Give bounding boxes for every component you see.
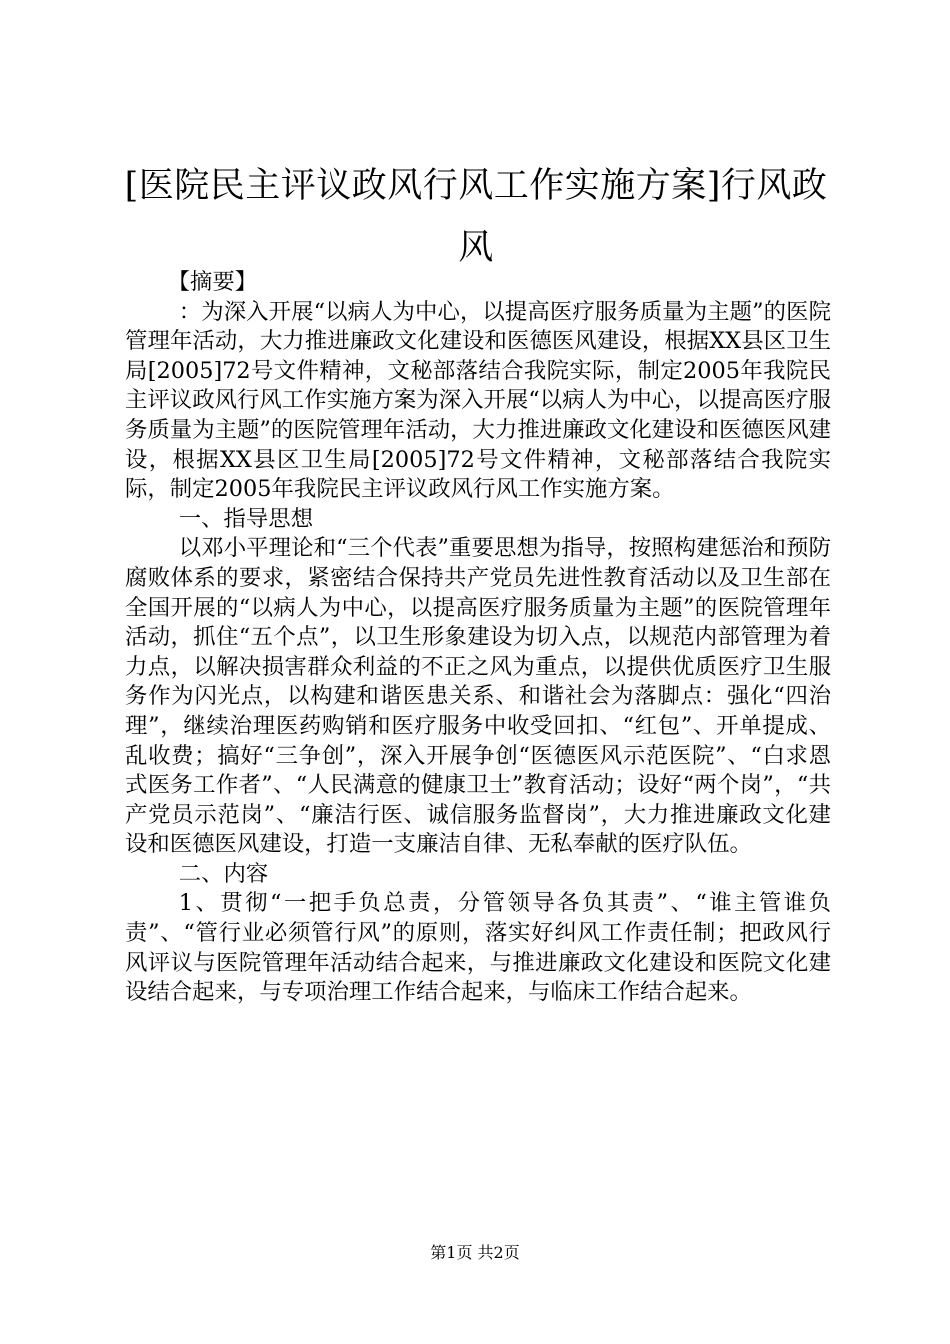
document-title: [医院民主评议政风行风工作实施方案]行风政风 bbox=[124, 166, 828, 268]
page-footer: 第1页 共2页 bbox=[430, 1243, 520, 1262]
abstract-paragraph: ：为深入开展“以病人为中心，以提高医疗服务质量为主题”的医院管理年活动，大力推进廉政文化建设和医德医风建设，根据XX县区卫生局[2005]72号文件精神，文秘部落结合我院实际，制定2005年我院民主评议政风行风工作实施方案为深入开展“以病人为中心，以提高医疗服务质量为主题”的医院管理年活动，大力推进廉政文化建设和医德医风建设，根据XX县区卫生局[2005]72号文件精神，文秘部落结合我院实际，制定2005年我院民主评议政风行风工作实施方案。 bbox=[125, 298, 831, 503]
section-heading-content: 二、内容 bbox=[178, 860, 269, 887]
guiding-thought-paragraph: 以邓小平理论和“三个代表”重要思想为指导，按照构建惩治和预防腐败体系的要求，紧密结合保持共产党员先进性教育活动以及卫生部在全国开展的“以病人为中心，以提高医疗服务质量为主题”的医院管理年活动，抓住“五个点”，以卫生形象建设为切入点，以规范内部管理为着力点，以解决损害群众利益的不正之风为重点，以提供优质医疗卫生服务作为闪光点，以构建和谐医患关系、和谐社会为落脚点：强化“四治理”，继续治理医药购销和医疗服务中收受回扣、“红包”、开单提成、乱收费；搞好“三争创”，深入开展争创“医德医风示范医院”、“白求恩式医务工作者”、“人民满意的健康卫士”教育活动；设好“两个岗”，“共产党员示范岗”、“廉洁行医、诚信服务监督岗”，大力推进廉政文化建设和医德医风建设，打造一支廉洁自律、无私奉献的医疗队伍。 bbox=[125, 535, 831, 858]
content-item-1-paragraph: 1、贯彻“一把手负总责，分管领导各负其责”、“谁主管谁负责”、“管行业必须管行风”的原则，落实好纠风工作责任制；把政风行风评议与医院管理年活动结合起来，与推进廉政文化建设和医院文化建设结合起来，与专项治理工作结合起来，与临床工作结合起来。 bbox=[125, 890, 831, 1006]
document-body bbox=[125, 268, 831, 1008]
abstract-label: 【摘要】 bbox=[167, 269, 258, 295]
section-heading-guiding-thought: 一、指导思想 bbox=[178, 505, 314, 532]
